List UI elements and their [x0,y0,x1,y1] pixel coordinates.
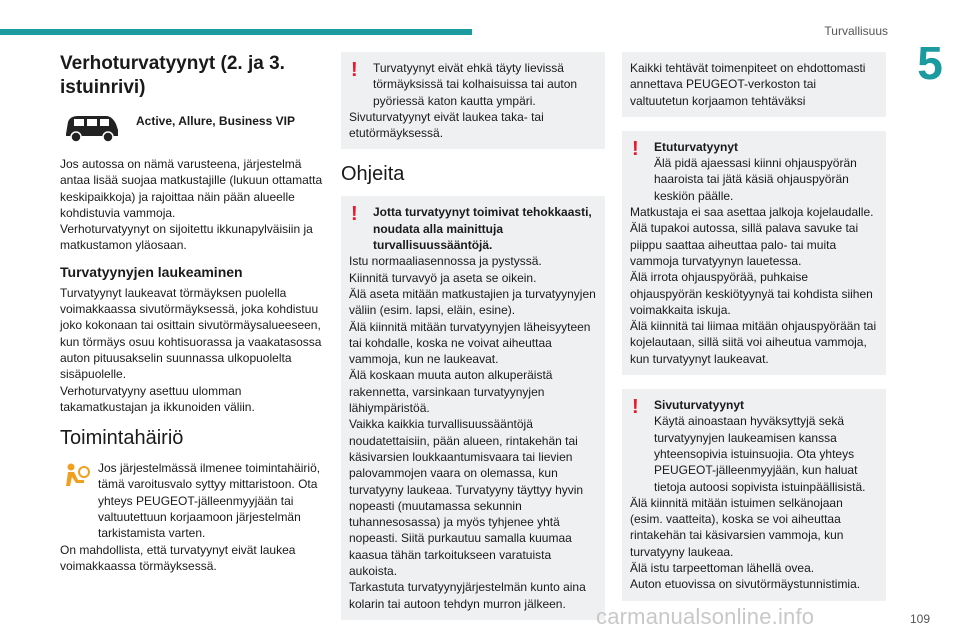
warning-exclamation-icon: ! [351,59,358,81]
rule-line: Kiinnitä turvavyö ja aseta se oikein. [349,270,537,285]
van-icon [60,110,122,144]
front-line: Älä tupakoi autossa, sillä palava savuke tai piippu saattaa aiheuttaa palo- tai muita vammoja turvatyynyn lauetessa. [630,221,859,268]
deploy-text: Turvatyynyt laukeavat törmäyksen puolella voimakkaassa sivutörmäyksessä, joka kohdistuu joko kokonaan tai osittain sivutörmäysalueeseen, kun törmäys osuu kohtisuorassa ja vaakatasossa auton pituusakselin suunnassa ulkopuolelta sisäpuolelle. [60,285,322,382]
fault-heading: Toimintahäiriö [60,427,184,450]
side-line: Älä istu tarpeettoman lähellä ovea. [630,561,815,576]
intro-text-2: Verhoturvatyynyt on sijoitettu ikkunapylväisiin ja matkustamon yläosaan. [60,222,313,253]
guide-heading: Ohjeita [341,163,405,186]
side-line: Älä kiinnitä mitään istuimen selkänojaan (esim. vaatteita), koska se voi aiheuttaa rintakehän tai käsivarsien vammoja, kun turvatyyny laukeaa. [630,495,844,559]
warning-exclamation-icon: ! [632,137,639,160]
page-heading: Verhoturvatyynyt (2. ja 3. istuinrivi) [60,53,285,98]
warning-text: Turvatyynyt eivät ehkä täyty lievissä törmäyksissä tai kolhaisuissa tai auton pyöriessä katon kautta ympäri. [373,61,578,108]
warning-text-2: Sivuturvatyynyt eivät laukea taka- tai etutörmäyksessä. [349,109,544,141]
front-line: Matkustaja ei saa asettaa jalkoja kojelaudalle. [630,205,874,220]
equipment-row [60,110,325,144]
info-text: Kaikki tehtävät toimenpiteet on ehdottomasti annettava PEUGEOT-verkoston tai valtuutetun korjaamon tehtäväksi [630,61,866,108]
deploy-text-2: Verhoturvatyyny asettuu ulomman takamatkustajan ja ikkunoiden väliin. [60,383,255,414]
deploy-heading: Turvatyynyjen laukeaminen [60,263,243,280]
column-2 [341,52,605,634]
warning-box-side [622,389,886,601]
info-box [622,52,886,117]
fault-row [60,460,325,541]
header-accent-bar [0,29,472,35]
front-line: Älä kiinnitä tai liimaa mitään ohjauspyörään tai kojelautaan, sillä siitä voi aiheutua vammoja, kun turvatyynyt laukeavat. [630,319,877,366]
warning-box-front [622,131,886,375]
warning-exclamation-icon: ! [351,203,358,226]
rules-intro: Jotta turvatyynyt toimivat tehokkaasti, noudata alla mainittuja turvallisuussääntöjä. [373,205,592,253]
rule-line: Älä koskaan muuta auton alkuperäistä rakennetta, varsinkaan turvatyynyjen lähiympäristöä. [349,368,553,416]
rule-line: Tarkastuta turvatyynyjärjestelmän kunto aina kolarin tai autoon tehdyn murron jälkeen. [349,580,586,611]
rule-line: Älä aseta mitään matkustajien ja turvatyynyjen väliin (esim. lapsi, eläin, esine). [349,286,596,318]
equipment-versions: Active, Allure, Business VIP [136,114,295,128]
front-line: Älä irrota ohjauspyörää, puhkaise ohjauspyörän keskiötyynyä tai kohdista siihen voimakkaita iskuja. [630,270,873,317]
rule-line: Istu normaaliasennossa ja pystyssä. [349,254,542,269]
side-line: Käytä ainoastaan hyväksyttyjä sekä turvatyynyjen laukeamisen kanssa yhteensopivia istuinsuojia. Ota yhteys PEUGEOT-jälleenmyyjään, kun haluat tietoja autoosi sopivista istuinpäällisistä. [654,414,866,494]
warning-box-rules [341,196,605,619]
column-3 [622,52,886,615]
front-airbag-heading: Etuturvatyynyt [654,139,739,154]
fault-text-2: On mahdollista, että turvatyynyt eivät laukea voimakkaassa törmäyksessä. [60,542,296,573]
rule-line: Vaikka kaikkia turvallisuussääntöjä noudatettaisiin, pään alueen, rintakehän tai käsivarsien loukkaantumisvaara tai lievien palovammojen vaara on olemassa, kun turvatyyny laukeaa. Turvatyyny täyttyy hyvin nopeasti (muutamassa sekunnin tuhannesosassa) ja myös tyhjenee yhtä nopeasti. Siitä purkautuu samalla kuumaa kaasua tähän tarkoitukseen varatuista aukoista. [349,417,584,579]
front-line: Älä pidä ajaessasi kiinni ohjauspyörän haaroista tai jätä käsiä ohjauspyörän keskiön päälle. [654,156,857,203]
airbag-warning-icon [60,460,92,492]
warning-exclamation-icon: ! [632,396,639,419]
page-number: 109 [909,612,930,626]
fault-text: Jos järjestelmässä ilmenee toimintahäiriö, tämä varoitusvalo syttyy mittaristoon. Ota yhteys PEUGEOT-jälleenmyyjään tai valtuutettuun korjaamoon järjestelmän tarkistamista varten. [98,461,321,541]
side-line: Auton etuovissa on sivutörmäystunnistimia. [630,577,861,592]
warning-box-limits [341,52,605,149]
intro-text: Jos autossa on nämä varusteena, järjestelmä antaa lisää suojaa matkustajille (lukuun ottamatta keskipaikkoja) ja rajoittaa näin pään alueelle kohdistuvia vammoja. [60,157,323,220]
section-title: Turvallisuus [824,24,888,38]
side-airbag-heading: Sivuturvatyynyt [654,398,745,413]
rule-line: Älä kiinnitä mitään turvatyynyjen läheisyyteen tai kohdalle, koska ne voivat aiheuttaa vammoja, kun ne laukeavat. [349,319,591,367]
column-1 [60,52,325,574]
chapter-number: 5 [900,36,960,90]
watermark: carmanualsonline.info [596,604,815,629]
